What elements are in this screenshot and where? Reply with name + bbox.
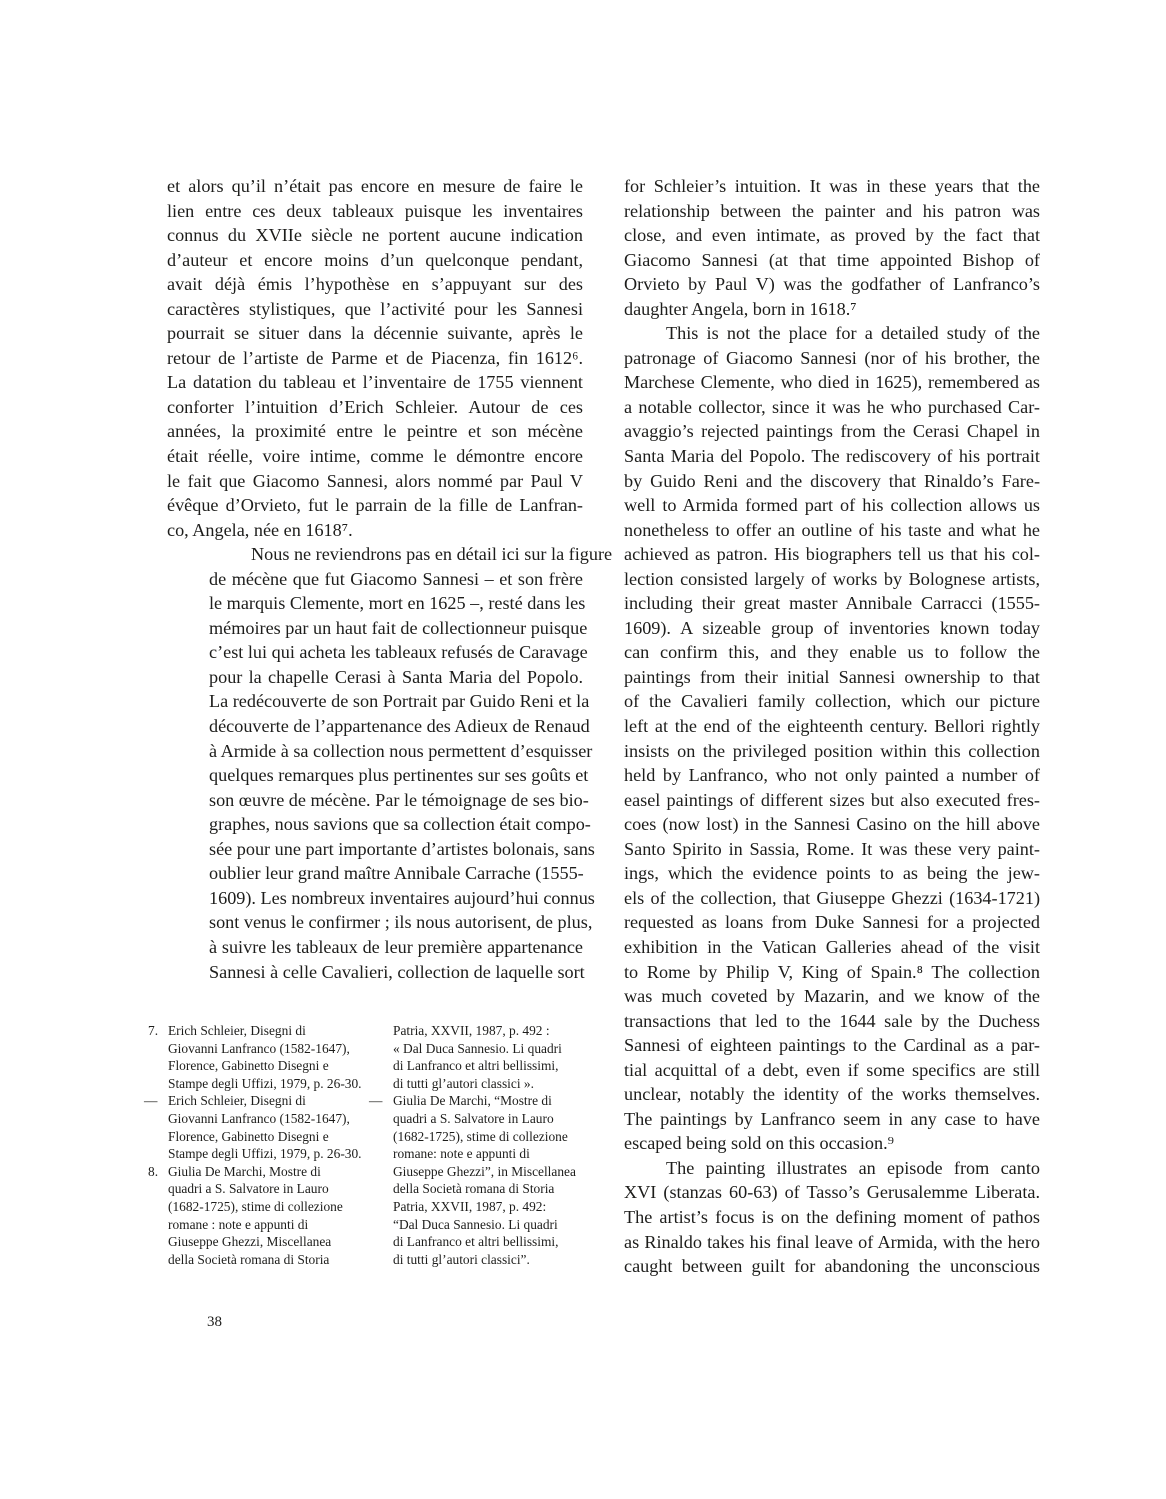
- text-line: Santo Spirito in Sassia, Rome. It was these very paint-: [624, 838, 1040, 859]
- text-line: The artist’s focus is on the defining moment of pathos: [624, 1206, 1040, 1227]
- footnote-line: quadri a S. Salvatore in Lauro: [393, 1110, 554, 1126]
- paragraph: [624, 1156, 1040, 1279]
- footnote-line: Giovanni Lanfranco (1582-1647),: [168, 1110, 350, 1126]
- footnote-line: Patria, XXVII, 1987, p. 492 :: [393, 1023, 550, 1038]
- footnote-line: Giulia De Marchi, Mostre di: [168, 1163, 321, 1179]
- text-line: The paintings by Lanfranco seem in any case to have: [624, 1108, 1040, 1129]
- french-text-column: [167, 174, 613, 984]
- footnote-line: Stampe degli Uffizi, 1979, p. 26-30.: [168, 1075, 362, 1091]
- text-line: avait déjà émis l’hypothèse en s’appuyant sur des: [167, 274, 583, 295]
- footnote-line: della Società romana di Storia: [393, 1181, 555, 1197]
- text-line: caught between guilt for abandoning the unconscious: [624, 1256, 1040, 1277]
- footnote-line: Giovanni Lanfranco (1582-1647),: [168, 1040, 350, 1056]
- footnote-line: della Società romana di Storia: [168, 1251, 330, 1267]
- text-line: évêque d’Orvieto, fut le parrain de la fille de Lanfran-: [167, 495, 583, 516]
- text-line: of the Cavalieri family collection, which our picture: [624, 691, 1040, 712]
- text-line: retour de l’artiste de Parme et de Piacenza, fin 1612⁶.: [167, 347, 583, 368]
- text-line: connus du XVIIe siècle ne portent aucune indication: [167, 225, 583, 246]
- text-line: insists on the privileged position within this collection: [624, 740, 1040, 761]
- text-line: Nous ne reviendrons pas en détail ici sur la figure: [251, 544, 613, 565]
- text-line: paintings from their initial Sannesi ownership to that: [624, 666, 1040, 687]
- text-line: to Rome by Philip V, King of Spain.⁸ The collection: [624, 961, 1040, 982]
- footnote-line: Giuseppe Ghezzi”, in Miscellanea: [393, 1163, 576, 1179]
- paragraph: [167, 174, 583, 542]
- text-line: Orvieto by Paul V) was the godfather of Lanfranco’s: [624, 274, 1040, 295]
- footnote-line: “Dal Duca Sannesio. Li quadri: [393, 1216, 558, 1232]
- text-line: escaped being sold on this occasion.⁹: [624, 1133, 894, 1154]
- footnote-7-translation: [144, 1092, 362, 1162]
- footnote-8-continued: [373, 1022, 587, 1092]
- footnote-dash: —: [369, 1093, 383, 1109]
- footnote-line: Stampe degli Uffizi, 1979, p. 26-30.: [168, 1146, 362, 1162]
- english-text-column: [624, 174, 1040, 1279]
- text-line: The painting illustrates an episode from canto: [666, 1157, 1040, 1178]
- text-line: requested as loans from Duke Sannesi for a projected: [624, 912, 1040, 933]
- text-line: as Rinaldo takes his final leave of Armida, with the hero: [624, 1231, 1040, 1252]
- text-line: XVI (stanzas 60-63) of Tasso’s Gerusalemme Liberata.: [624, 1182, 1040, 1203]
- footnote-line: romane : note e appunti di: [168, 1216, 309, 1232]
- text-line: pour la chapelle Cerasi à Santa Maria del Popolo.: [209, 666, 583, 687]
- text-line: ings, which the evidence points to as being the jew-: [624, 863, 1040, 884]
- text-line: patronage of Giacomo Sannesi (nor of his brother, the: [624, 347, 1040, 368]
- page-number: 38: [207, 1314, 222, 1330]
- footnote-line: Florence, Gabinetto Disegni e: [168, 1128, 329, 1144]
- text-line: conforter l’intuition d’Erich Schleier. Autour de ces: [167, 396, 583, 417]
- text-line: caractères stylistiques, que l’activité pour les Sannesi: [167, 298, 583, 319]
- footnotes-left: [144, 1022, 362, 1268]
- text-line: Giacomo Sannesi (at that time appointed Bishop of: [624, 249, 1040, 270]
- text-line: mémoires par un haut fait de collectionneur puisque: [209, 617, 588, 638]
- text-line: le fait que Giacomo Sannesi, alors nommé par Paul V: [167, 470, 583, 491]
- text-line: Santa Maria del Popolo. The rediscovery of his portrait: [624, 446, 1040, 467]
- footnotes-right: [369, 1022, 587, 1268]
- footnote-line: « Dal Duca Sannesio. Li quadri: [393, 1040, 562, 1056]
- footnote-dash: —: [144, 1093, 158, 1109]
- text-line: sont venus le confirmer ; ils nous autorisent, de plus,: [209, 912, 593, 933]
- footnote-line: Giulia De Marchi, “Mostre di: [393, 1093, 552, 1109]
- text-line: oublier leur grand maître Annibale Carrache (1555-: [209, 863, 584, 884]
- text-line: était réelle, voire intime, comme le démontre encore: [167, 446, 583, 467]
- text-line: années, la proximité entre le peintre et son mécène: [167, 421, 583, 442]
- text-line: d’auteur et encore moins d’un quelconque pendant,: [167, 249, 583, 270]
- text-line: Marchese Clemente, who died in 1625), remembered as: [624, 372, 1040, 393]
- paragraph: [624, 321, 1040, 1156]
- text-line: sée pour une part importante d’artistes bolonais, sans: [209, 838, 595, 859]
- footnote-number: 8.: [148, 1163, 159, 1179]
- text-line: els of the collection, that Giuseppe Ghezzi (1634-1721): [624, 887, 1040, 908]
- footnote-line: Erich Schleier, Disegni di: [168, 1093, 306, 1109]
- text-line: coes (now lost) in the Sannesi Casino on the hill above: [624, 814, 1040, 835]
- footnote-line: di Lanfranco et altri bellissimi,: [393, 1234, 559, 1250]
- text-line: et alors qu’il n’était pas encore en mesure de faire le: [167, 176, 583, 196]
- text-line: quelques remarques plus pertinentes sur ses goûts et: [209, 765, 589, 786]
- footnote-line: di Lanfranco et altri bellissimi,: [393, 1058, 559, 1074]
- text-line: exhibition in the Vatican Galleries ahead of the visit: [624, 936, 1040, 957]
- text-line: tial acquittal of a debt, even if some specifics are still: [624, 1059, 1040, 1080]
- paragraph: [167, 542, 613, 984]
- text-line: Sannesi à celle Cavalieri, collection de laquelle sort: [209, 961, 585, 982]
- text-line: transactions that led to the 1644 sale by the Duchess: [624, 1010, 1040, 1031]
- text-line: daughter Angela, born in 1618.⁷: [624, 298, 857, 319]
- footnote-number: 7.: [148, 1023, 159, 1038]
- text-line: can confirm this, and they enable us to follow the: [624, 642, 1040, 663]
- text-line: held by Lanfranco, who not only painted a number of: [624, 765, 1040, 786]
- text-line: by Guido Reni and the discovery that Rinaldo’s Fare-: [624, 470, 1040, 491]
- text-line: La datation du tableau et l’inventaire de 1755 viennent: [167, 372, 583, 393]
- footnote-line: Erich Schleier, Disegni di: [168, 1023, 306, 1038]
- paragraph: [624, 174, 1040, 321]
- text-line: unclear, notably the identity of the works themselves.: [624, 1084, 1040, 1105]
- text-line: de mécène que fut Giacomo Sannesi – et son frère: [209, 568, 583, 589]
- text-line: was much coveted by Mazarin, and we know of the: [624, 986, 1040, 1007]
- text-line: le marquis Clemente, mort en 1625 –, resté dans les: [209, 593, 586, 614]
- text-line: achieved as patron. His biographers tell us that his col-: [624, 544, 1040, 565]
- footnote-line: romane: note e appunti di: [393, 1146, 530, 1162]
- text-line: 1609). A sizeable group of inventories known today: [624, 617, 1040, 638]
- text-line: easel paintings of different sizes but also executed fres-: [624, 789, 1040, 810]
- text-line: nonetheless to offer an outline of his taste and what he: [624, 519, 1040, 540]
- text-line: à Armide à sa collection nous permettent d’esquisser: [209, 740, 593, 761]
- footnote-line: di tutti gl’autori classici ».: [393, 1075, 534, 1091]
- footnote-line: Florence, Gabinetto Disegni e: [168, 1058, 329, 1074]
- text-line: lien entre ces deux tableaux puisque les inventaires: [167, 200, 583, 221]
- text-line: découverte de l’appartenance des Adieux de Renaud: [209, 716, 590, 737]
- text-line: lection consisted largely of works by Bolognese artists,: [624, 568, 1040, 589]
- text-line: Sannesi of eighteen paintings to the Cardinal as a par-: [624, 1035, 1040, 1056]
- footnote-8: [148, 1163, 362, 1269]
- text-line: well to Armida formed part of his collection allows us: [624, 495, 1040, 516]
- footnote-line: Patria, XXVII, 1987, p. 492:: [393, 1198, 547, 1214]
- text-line: son œuvre de mécène. Par le témoignage de ses bio-: [209, 789, 589, 810]
- text-line: for Schleier’s intuition. It was in these years that the: [624, 176, 1040, 196]
- text-line: relationship between the painter and his patron was: [624, 200, 1040, 221]
- text-line: graphes, nous savions que sa collection était compo-: [209, 814, 591, 835]
- footnote-7: [148, 1022, 362, 1092]
- text-line: La redécouverte de son Portrait par Guido Reni et la: [209, 691, 590, 712]
- text-line: pourrait se situer dans la décennie suivante, après le: [167, 323, 583, 344]
- text-line: à suivre les tableaux de leur première appartenance: [209, 936, 583, 957]
- text-line: avaggio’s rejected paintings from the Cerasi Chapel in: [624, 421, 1040, 442]
- text-line: left at the end of the eighteenth century. Bellori rightly: [624, 716, 1040, 737]
- text-line: close, and even intimate, as proved by the fact that: [624, 225, 1040, 246]
- text-line: a notable collector, since it was he who purchased Car-: [624, 396, 1040, 417]
- footnote-8-translation: [369, 1092, 587, 1268]
- footnote-line: (1682-1725), stime di collezione: [168, 1198, 343, 1214]
- footnote-line: quadri a S. Salvatore in Lauro: [168, 1181, 329, 1197]
- text-line: c’est lui qui acheta les tableaux refusés de Caravage: [209, 642, 588, 663]
- footnote-line: (1682-1725), stime di collezione: [393, 1128, 568, 1144]
- text-line: 1609). Les nombreux inventaires aujourd’hui connus: [209, 887, 595, 908]
- text-line: including their great master Annibale Carracci (1555-: [624, 593, 1040, 614]
- text-line: This is not the place for a detailed study of the: [666, 323, 1040, 344]
- text-line: co, Angela, née en 1618⁷.: [167, 519, 353, 540]
- footnote-line: Giuseppe Ghezzi, Miscellanea: [168, 1234, 332, 1250]
- footnote-line: di tutti gl’autori classici”.: [393, 1251, 530, 1267]
